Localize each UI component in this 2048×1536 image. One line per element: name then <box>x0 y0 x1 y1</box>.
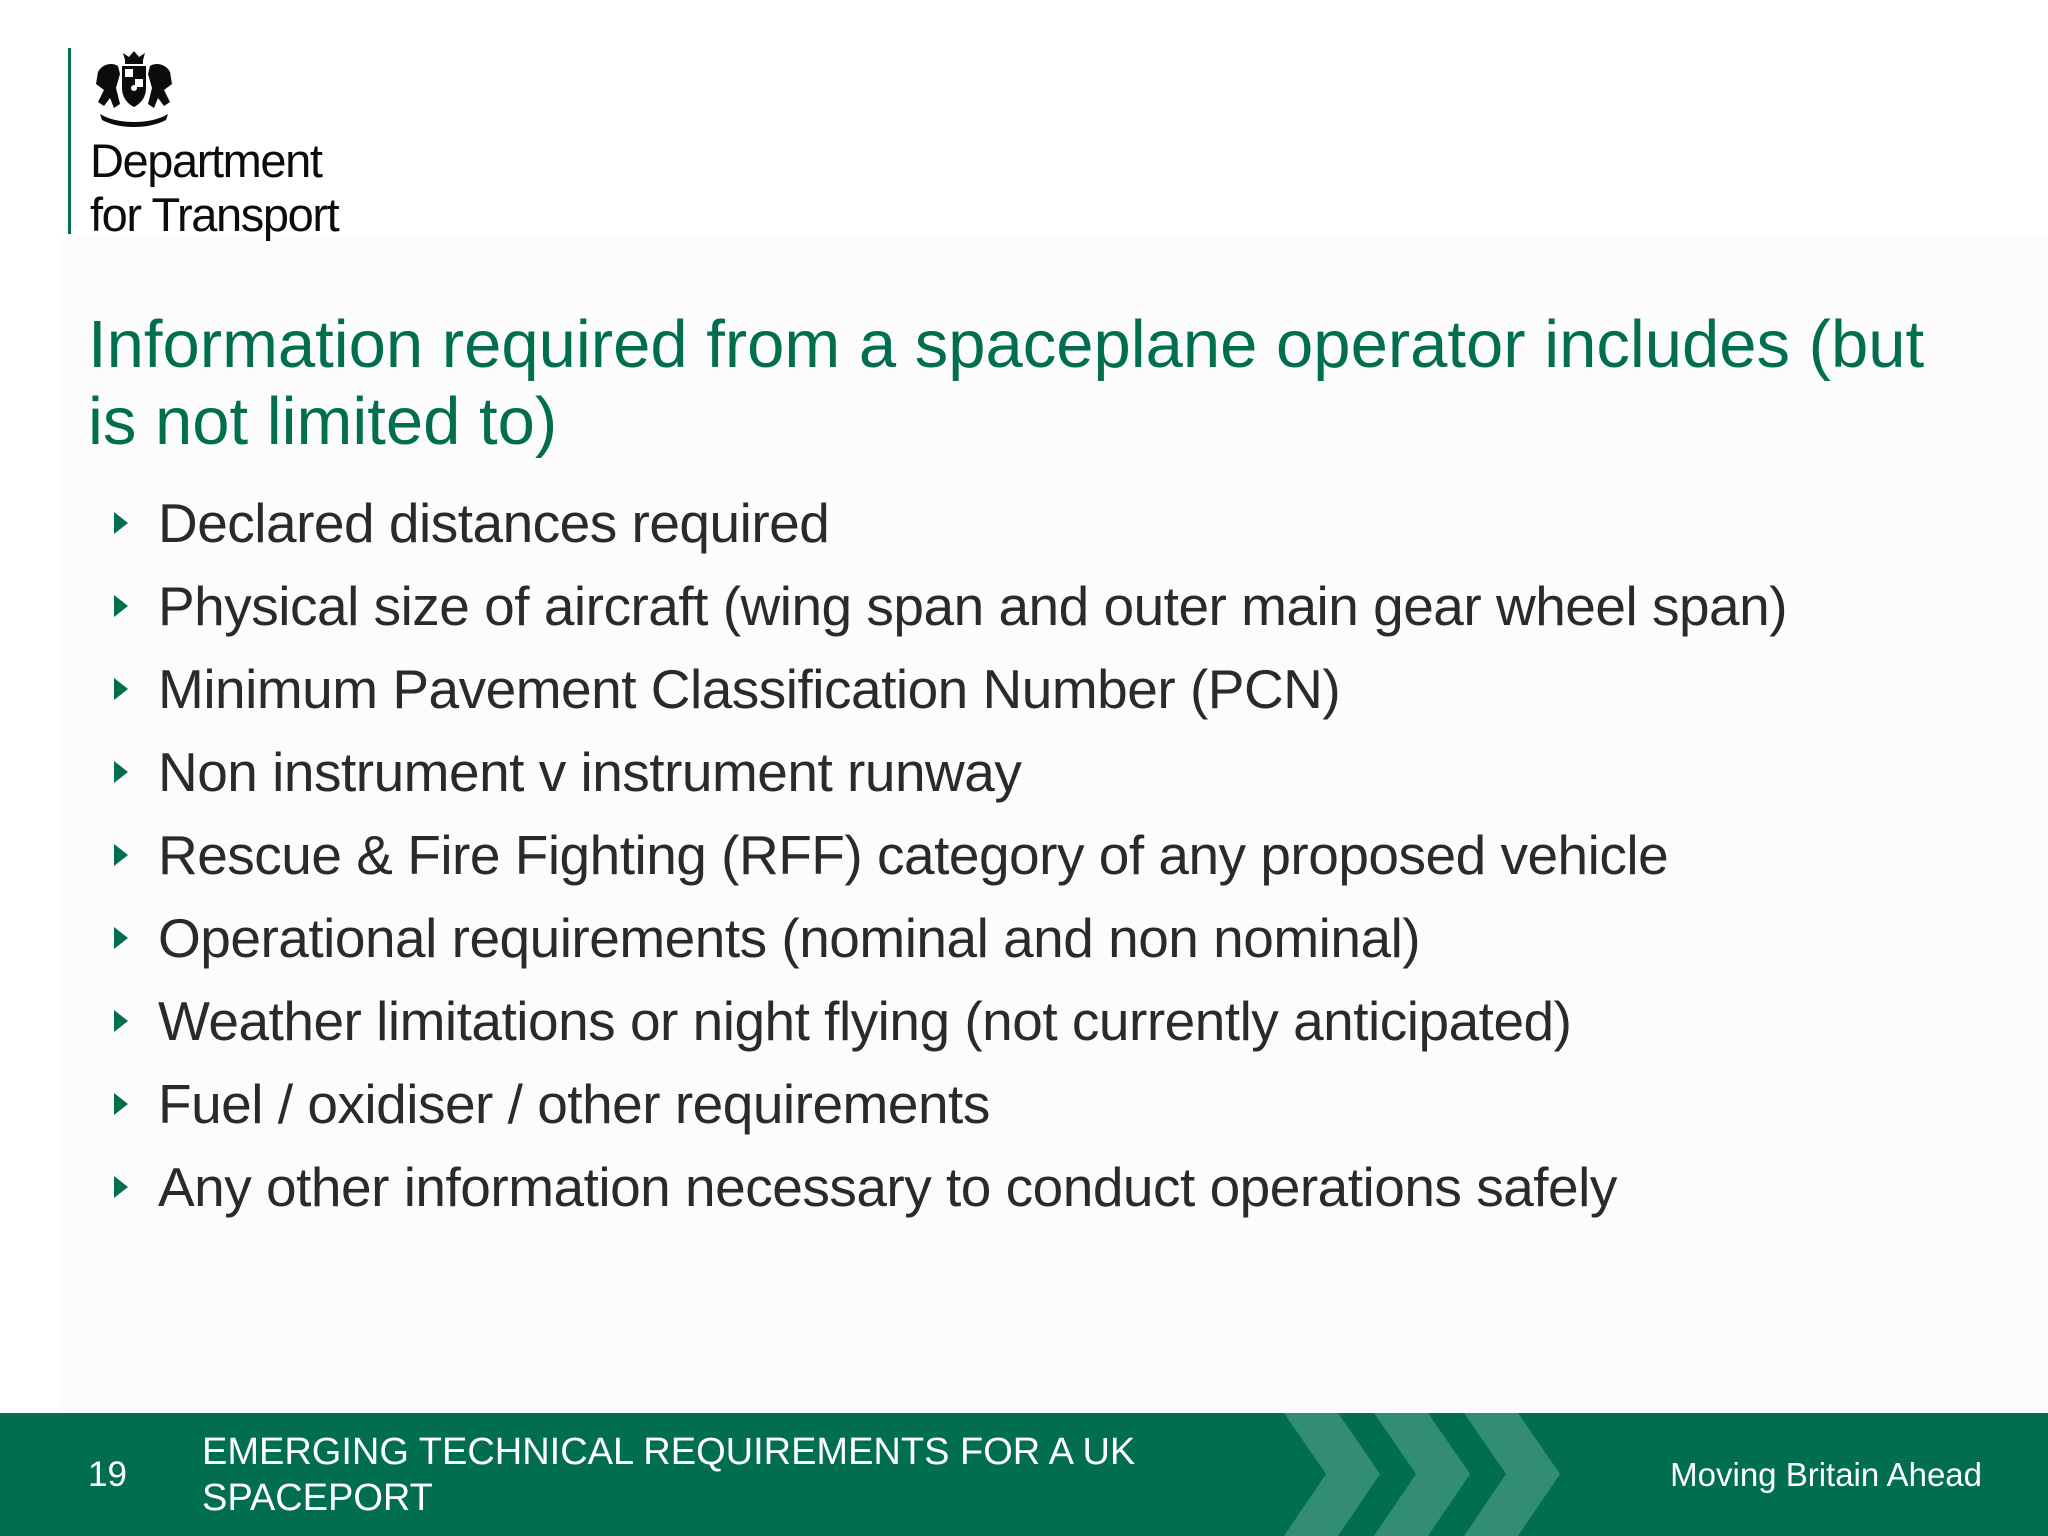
bullet-text: Rescue & Fire Fighting (RFF) category of any proposed vehicle <box>158 824 1669 886</box>
bullet-item <box>112 658 1952 720</box>
tagline: Moving Britain Ahead <box>1670 1456 1982 1493</box>
chevron-arrows-icon <box>1280 1413 1600 1536</box>
bullet-arrow-icon <box>114 1176 128 1198</box>
bullet-item <box>112 741 1952 803</box>
bullet-text: Declared distances required <box>158 492 830 554</box>
bullet-text: Fuel / oxidiser / other requirements <box>158 1073 990 1135</box>
bullet-text: Any other information necessary to conduct operations safely <box>158 1156 1617 1218</box>
bullet-arrow-icon <box>114 1093 128 1115</box>
department-name <box>90 134 338 242</box>
bullet-arrow-icon <box>114 512 128 534</box>
bullet-text: Minimum Pavement Classification Number (PCN) <box>158 658 1341 720</box>
bullet-arrow-icon <box>114 595 128 617</box>
slide-title: Information required from a spaceplane operator includes (but is not limited to) <box>88 307 1925 459</box>
bullet-text: Weather limitations or night flying (not currently anticipated) <box>158 990 1572 1052</box>
department-name-line2: for Transport <box>90 188 339 241</box>
footer-bar <box>0 1413 2048 1536</box>
bullet-list <box>112 492 1952 1243</box>
dft-logo <box>68 48 408 241</box>
bullet-item <box>112 1156 1952 1218</box>
bullet-arrow-icon <box>114 1010 128 1032</box>
bullet-item <box>112 575 1952 637</box>
royal-coat-of-arms-icon <box>88 48 180 128</box>
bullet-item <box>112 990 1952 1052</box>
bullet-text: Non instrument v instrument runway <box>158 741 1022 803</box>
page-number: 19 <box>88 1455 127 1494</box>
bullet-arrow-icon <box>114 844 128 866</box>
bullet-item <box>112 492 1952 554</box>
bullet-item <box>112 907 1952 969</box>
logo-rule <box>68 48 71 234</box>
bullet-arrow-icon <box>114 761 128 783</box>
footer-title: EMERGING TECHNICAL REQUIREMENTS FOR A UK SPACEPORT <box>202 1431 1136 1519</box>
bullet-arrow-icon <box>114 927 128 949</box>
bullet-text: Physical size of aircraft (wing span and outer main gear wheel span) <box>158 575 1788 637</box>
bullet-item <box>112 824 1952 886</box>
bullet-arrow-icon <box>114 678 128 700</box>
bullet-text: Operational requirements (nominal and non nominal) <box>158 907 1421 969</box>
bullet-item <box>112 1073 1952 1135</box>
department-name-line1: Department <box>90 134 322 187</box>
